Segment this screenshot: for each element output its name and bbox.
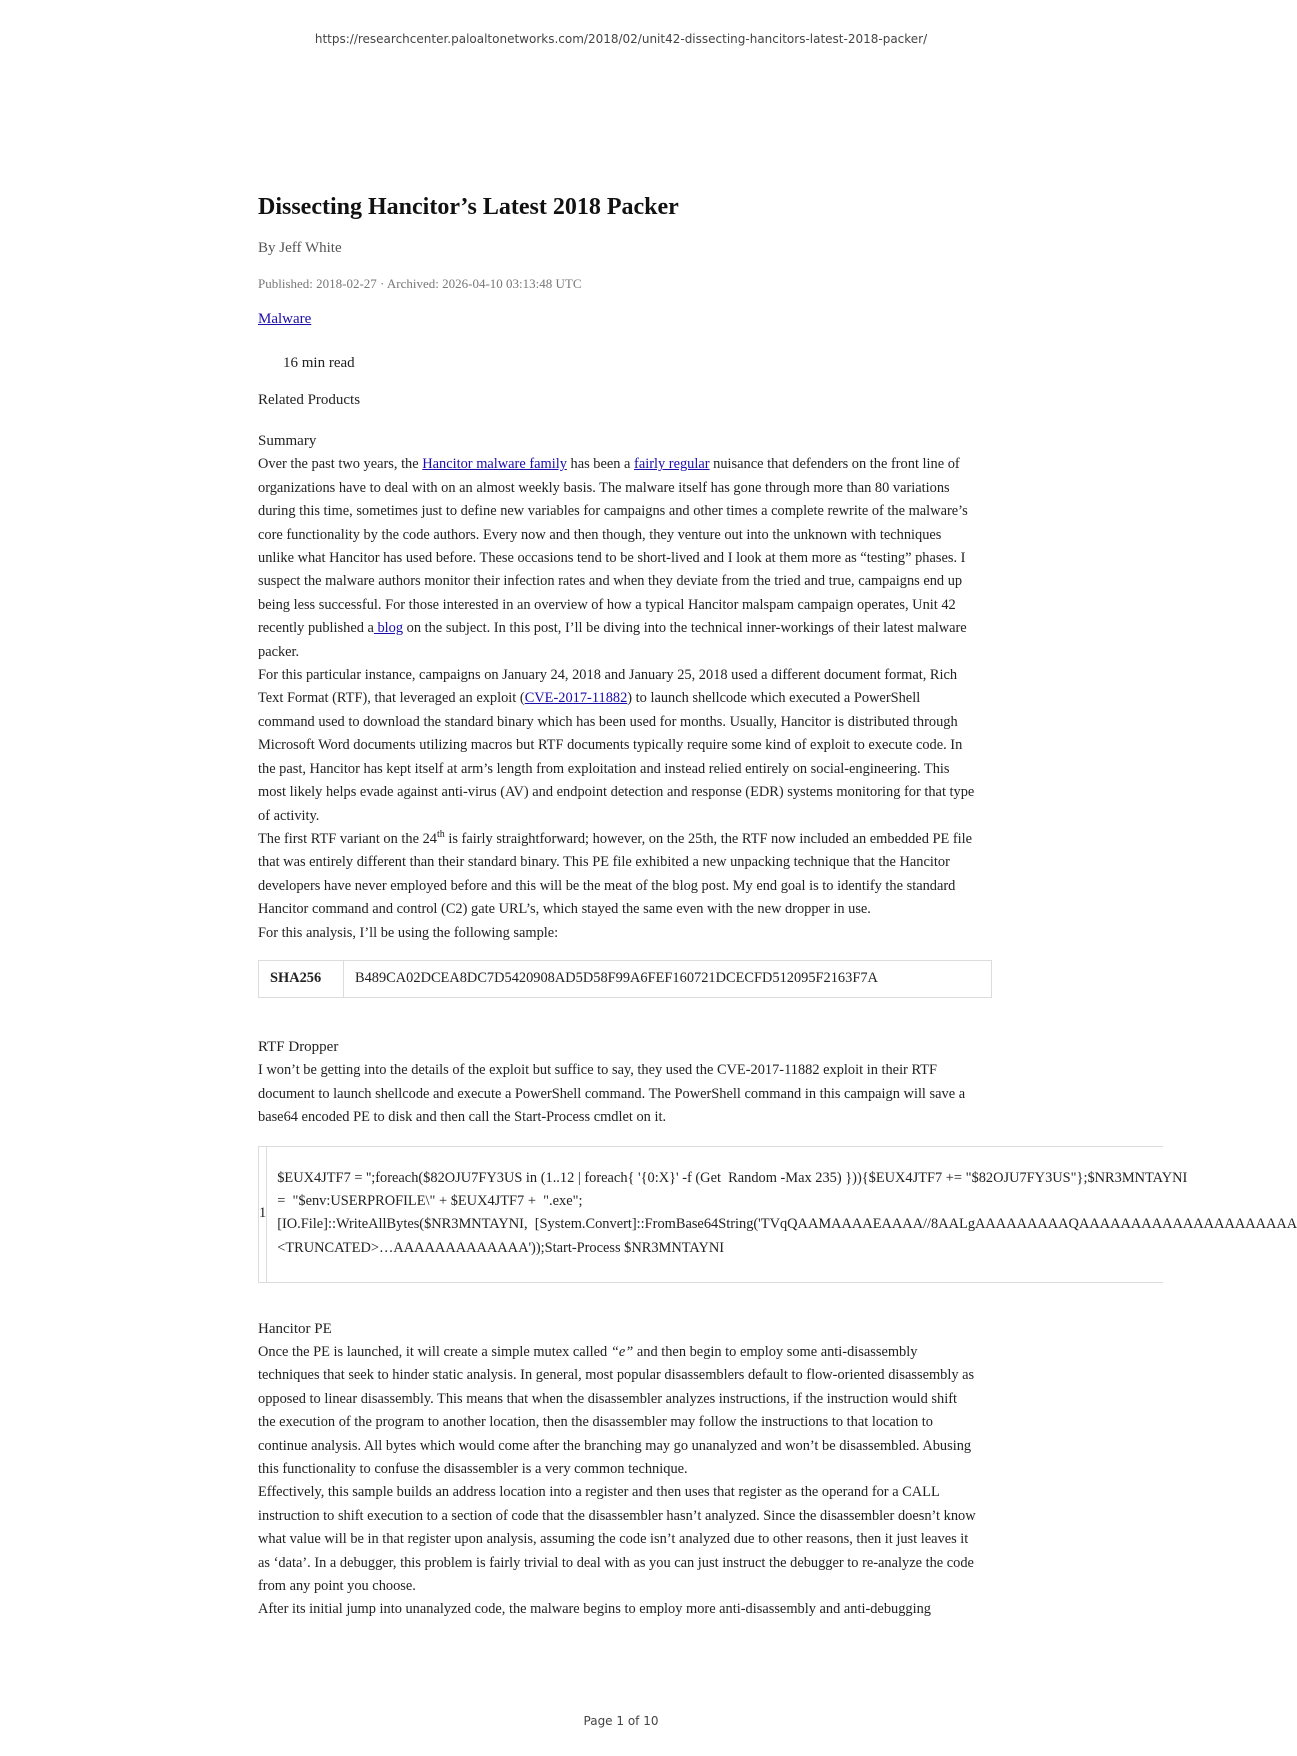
- section-heading-rtf: RTF Dropper: [258, 1038, 339, 1055]
- text: recently published a: [258, 620, 374, 637]
- fairly-regular-link[interactable]: fairly regular: [634, 456, 710, 473]
- code-line: = "$env:USERPROFILE\" + $EUX4JTF7 + ".exe";: [277, 1192, 583, 1209]
- text: most likely helps evade against anti-virus (AV) and endpoint detection and response (EDR) systems monitoring for that type: [258, 784, 975, 801]
- text: core functionality by the code authors. Every now and then though, they venture out into the unknown with techniques: [258, 526, 942, 543]
- text: of activity.: [258, 807, 320, 824]
- page-number: Page 1 of 10: [583, 1714, 659, 1728]
- text: is fairly straightforward; however, on the 25th, the RTF now included an embedded PE file: [444, 830, 973, 847]
- text: Over the past two years, the: [258, 456, 423, 473]
- text: the past, Hancitor has kept itself at arm’s length from exploitation and instead relied entirely on social-engineering. This: [258, 760, 950, 777]
- text: The first RTF variant on the 24: [258, 830, 437, 847]
- source-url: https://researchcenter.paloaltonetworks.com/2018/02/unit42-dissecting-hancitors-latest-2018-packer/: [314, 32, 928, 46]
- text: this functionality to confuse the disassembler is a very common technique.: [258, 1461, 688, 1477]
- text: from any point you choose.: [258, 1578, 416, 1595]
- byline: By Jeff White: [258, 240, 342, 256]
- summary-paragraph-2: [258, 664, 992, 828]
- category-link[interactable]: Malware: [258, 311, 312, 327]
- summary-paragraph-3: [258, 828, 992, 922]
- code-line: $EUX4JTF7 = '';foreach($82OJU7FY3US in (1..12 | foreach{ '{0:X}' -f (Get Random -Max 235) })){$EUX4JTF7 += "$82OJU7FY3US"};$NR3MNTAYNI: [277, 1169, 1188, 1186]
- text: as ‘data’. In a debugger, this problem is fairly trivial to deal with as you can just instruct the debugger to re-analyze the code: [258, 1554, 974, 1571]
- superscript: th: [436, 829, 445, 841]
- mutex-name: “e”: [610, 1343, 634, 1360]
- text: during this time, sometimes just to define new variables for campaigns and other times a complete rewrite of the malware’s: [258, 503, 968, 520]
- category-link-wrap: [258, 311, 311, 328]
- text: Hancitor command and control (C2) gate URL’s, which stayed the same even with the new dropper in use.: [258, 901, 871, 918]
- text: Text Format (RTF), that leveraged an exploit (: [258, 690, 525, 707]
- summary-paragraph-4: For this analysis, I’ll be using the following sample:: [258, 924, 559, 941]
- code-block[interactable]: [258, 1146, 1297, 1283]
- hash-key: SHA256: [259, 960, 344, 997]
- text: nuisance that defenders on the front line of: [709, 456, 960, 473]
- hancitor-paragraph-2: [258, 1481, 992, 1598]
- text: Microsoft Word documents utilizing macros but RTF documents typically require some kind of exploit to execute code. In: [258, 737, 963, 754]
- text: suspect the malware authors monitor their infection rates and when they deviate from the tried and true, campaigns end up: [258, 573, 963, 590]
- article: [258, 190, 1297, 1618]
- hancitor-paragraph-1: [258, 1341, 992, 1481]
- text: I won’t be getting into the details of the exploit but suffice to say, they used the CVE-2017-11882 exploit in their RTF: [258, 1062, 937, 1079]
- read-time: 16 min read: [283, 355, 355, 371]
- table-row: [259, 960, 992, 997]
- hancitor-family-link[interactable]: Hancitor malware family: [422, 456, 567, 473]
- summary-paragraph-1: [258, 453, 992, 664]
- article-body: [258, 430, 1297, 1622]
- text: what value will be in that register upon analysis, assuming the code isn’t analyzed due to other reasons, then it just leaves it: [258, 1531, 969, 1548]
- text: on the subject. In this post, I’ll be diving into the technical inner-workings of their latest malware: [403, 620, 967, 637]
- text: opposed to linear disassembly. This means that when the disassembler analyzes instructions, if the instruction would shift: [258, 1390, 958, 1407]
- text: ) to launch shellcode which executed a PowerShell: [627, 690, 921, 707]
- spacer: [258, 1283, 992, 1318]
- section-heading-summary: Summary: [258, 433, 317, 449]
- cve-link[interactable]: CVE-2017-11882: [524, 690, 628, 707]
- text: being less successful. For those interested in an overview of how a typical Hancitor malspam campaign operates, Unit 42: [258, 596, 956, 613]
- text: and then begin to employ some anti-disassembly: [633, 1343, 918, 1360]
- text: continue analysis. All bytes which would come after the branching may go unanalyzed and won’t be disassembled. Abusing: [258, 1437, 972, 1454]
- text: that was entirely different than their standard binary. This PE file exhibited a new unpacking technique that the Hancitor: [258, 854, 950, 871]
- text: command used to download the standard binary which has been used for months. Usually, Hancitor is distributed through: [258, 713, 958, 730]
- text: organizations have to deal with on an almost weekly basis. The malware itself has gone through more than 80 variations: [258, 479, 950, 496]
- section-heading-hancitor: Hancitor PE: [258, 1320, 332, 1337]
- related-products: Related Products: [258, 392, 361, 408]
- code-line: <TRUNCATED>…AAAAAAAAAAAAA'));Start-Process $NR3MNTAYNI: [277, 1239, 725, 1256]
- text: For this particular instance, campaigns on January 24, 2018 and January 25, 2018 used a different document format, Rich: [258, 667, 958, 684]
- blog-link[interactable]: blog: [373, 620, 404, 637]
- text: Once the PE is launched, it will create a simple mutex called: [258, 1343, 611, 1360]
- text: Effectively, this sample builds an address location into a register and then uses that register as the operand for a CALL: [258, 1484, 940, 1501]
- text: base64 encoded PE to disk and then call the Start-Process cmdlet on it.: [258, 1109, 667, 1126]
- code-content: [267, 1147, 1297, 1282]
- text: developers have never employed before and this will be the meat of the blog post. My end goal is to identify the standard: [258, 877, 956, 894]
- text: has been a: [566, 456, 635, 473]
- text: packer.: [258, 643, 300, 660]
- text: instruction to shift execution to a section of code that the disassembler hasn’t analyzed. Since the disassembler doesn’t know: [258, 1507, 976, 1524]
- spacer: [258, 998, 992, 1036]
- article-title: Dissecting Hancitor’s Latest 2018 Packer: [258, 194, 679, 220]
- line-number: 1: [259, 1147, 267, 1282]
- code-line: [IO.File]::WriteAllBytes($NR3MNTAYNI, [System.Convert]::FromBase64String('TVqQAAMAAAAEAAAA//8AALgAAAAAAAAAQAAAAAAAAAAAAAAAAAAAAA: [277, 1216, 1297, 1233]
- publish-meta: Published: 2018-02-27 · Archived: 2026-04-10 03:13:48 UTC: [258, 276, 582, 291]
- text: document to launch shellcode and execute a PowerShell command. The PowerShell command in this campaign will save a: [258, 1085, 966, 1102]
- hash-table: [258, 960, 992, 998]
- hancitor-paragraph-3: After its initial jump into unanalyzed code, the malware begins to employ more anti-disassembly and anti-debugging: [258, 1601, 931, 1618]
- text: techniques that seek to hinder static analysis. In general, most popular disassemblers default to flow-oriented disassembly as: [258, 1367, 975, 1384]
- hash-value: B489CA02DCEA8DC7D5420908AD5D58F99A6FEF160721DCECFD512095F2163F7A: [344, 960, 992, 997]
- rtf-paragraph: [258, 1059, 992, 1129]
- text: the execution of the program to another location, then the disassembler may follow the instructions to that location to: [258, 1414, 933, 1431]
- text: unlike what Hancitor has used before. These occasions tend to be short-lived and I look at them more as “testing” phases. I: [258, 550, 966, 567]
